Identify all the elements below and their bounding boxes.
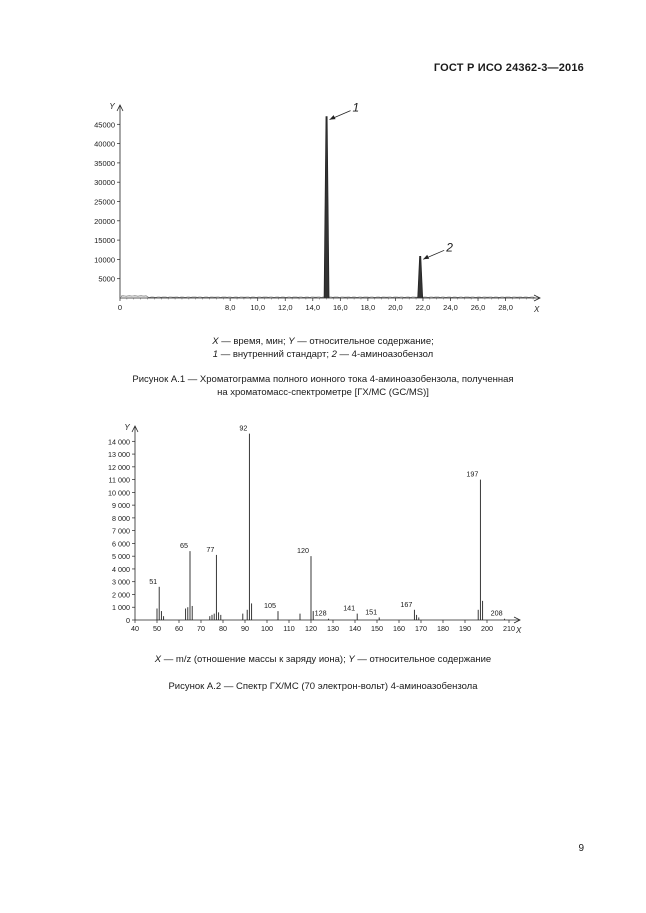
y-axis-label: Y: [124, 423, 130, 432]
peak-label: 167: [400, 599, 413, 609]
y-tick-label: 5 000: [112, 552, 130, 562]
y-tick-label: 14 000: [108, 437, 130, 447]
figure1-legend: [0, 335, 646, 361]
standard-header: ГОСТ Р ИСО 24362-3—2016: [433, 62, 584, 74]
x-tick-label: 170: [415, 624, 427, 633]
figure1-caption-line1: Рисунок А.1 — Хроматограмма полного ионного тока 4-аминоазобензола, полученная: [132, 374, 514, 385]
x-tick-label: 8,0: [224, 303, 236, 312]
x-tick-label: 120: [305, 624, 317, 633]
chromatogram-peak-1: [324, 117, 329, 298]
x-tick-label: 190: [459, 624, 471, 633]
peak-label: 77: [206, 544, 215, 554]
y-tick-label: 45000: [94, 120, 115, 130]
y-tick-label: 15000: [94, 236, 115, 246]
peak-label: 92: [239, 423, 248, 433]
x-tick-label: 110: [283, 624, 295, 633]
figure1-caption-line2: на хроматомасс-спектрометре [ГХ/МС (GC/MS)]: [217, 387, 429, 398]
y-tick-label: 7 000: [112, 526, 130, 536]
x-tick-label: 60: [175, 624, 183, 633]
y-tick-label: 0: [126, 616, 130, 625]
y-tick-label: 6 000: [112, 539, 130, 549]
y-tick-label: 2 000: [112, 590, 130, 600]
x-tick-label: 140: [349, 624, 361, 633]
x-axis-label: X: [516, 626, 522, 635]
y-tick-label: 5000: [98, 274, 115, 284]
x-tick-label: 210: [503, 624, 515, 633]
x-tick-label: 28,0: [498, 303, 513, 312]
y-tick-label: 8 000: [112, 513, 130, 523]
figure1-legend-line2: 1 — внутренний стандарт; 2 — 4-аминоазобензол: [212, 349, 434, 360]
x-tick-label: 180: [437, 624, 449, 633]
y-tick-label: 20000: [94, 216, 115, 226]
figure2-legend-line1: X — m/z (отношение массы к заряду иона); Y — относительное содержание: [154, 654, 492, 665]
x-tick-label: 200: [481, 624, 493, 633]
y-tick-label: 25000: [94, 197, 115, 207]
y-tick-label: 3 000: [112, 577, 130, 587]
y-tick-label: 12 000: [108, 462, 130, 472]
x-tick-label: 40: [131, 624, 139, 633]
x-tick-label: 24,0: [443, 303, 458, 312]
peak-label: 1: [352, 100, 360, 115]
page-number: 9: [578, 843, 584, 854]
peak-pointer-arrow: [330, 115, 336, 120]
x-tick-label: 16,0: [333, 303, 348, 312]
x-tick-label: 14,0: [305, 303, 321, 312]
mass-spectrum-chart: [0, 418, 646, 643]
peak-label: 120: [297, 546, 309, 556]
x-tick-label: 12,0: [277, 303, 293, 312]
peak-pointer-arrow: [423, 255, 429, 260]
x-tick-label: 160: [393, 624, 405, 633]
figure2-caption-line1: Рисунок А.2 — Спектр ГХ/МС (70 электрон-вольт) 4-аминоазобензола: [168, 681, 478, 692]
figure2-legend: [0, 653, 646, 666]
x-tick-label: 10,0: [250, 303, 266, 312]
figure2-caption: [0, 680, 646, 693]
peak-label: 197: [466, 469, 479, 479]
x-tick-label: 90: [241, 624, 249, 633]
x-tick-label: 22,0: [415, 303, 431, 312]
peak-label: 2: [446, 240, 453, 255]
x-tick-label: 150: [371, 624, 383, 633]
chromatogram-chart: [0, 95, 646, 320]
peak-label: 128: [314, 608, 327, 618]
figure1-legend-line1: X — время, мин; Y — относительное содержание;: [212, 336, 434, 347]
y-tick-label: 10 000: [108, 488, 130, 498]
y-tick-label: 9 000: [112, 501, 130, 511]
figure1-caption: [0, 373, 646, 399]
peak-label: 105: [264, 601, 276, 611]
y-tick-label: 10000: [94, 255, 115, 265]
x-tick-label: 130: [327, 624, 339, 633]
y-tick-label: 13 000: [108, 450, 130, 460]
x-tick-label: 100: [261, 624, 273, 633]
chromatogram-peak-2: [418, 256, 423, 298]
peak-label: 65: [180, 541, 188, 551]
y-axis-label: Y: [109, 102, 115, 111]
y-tick-label: 35000: [94, 158, 115, 168]
peak-label: 51: [149, 576, 158, 586]
y-tick-label: 40000: [94, 139, 115, 149]
x-tick-label: 80: [219, 624, 227, 633]
peak-label: 141: [343, 603, 356, 613]
peak-label: 151: [365, 607, 378, 617]
y-tick-label: 11 000: [108, 475, 130, 485]
y-tick-label: 30000: [94, 178, 115, 188]
y-tick-label: 1 000: [112, 603, 130, 613]
x-tick-label: 26,0: [470, 303, 486, 312]
x-tick-label: 0: [117, 303, 123, 312]
x-tick-label: 70: [197, 624, 205, 633]
x-tick-label: 18,0: [360, 303, 376, 312]
x-tick-label: 20,0: [388, 303, 403, 312]
y-tick-label: 4 000: [112, 564, 130, 574]
peak-label: 208: [490, 608, 503, 618]
x-axis-label: X: [534, 305, 540, 314]
x-tick-label: 50: [153, 624, 161, 633]
